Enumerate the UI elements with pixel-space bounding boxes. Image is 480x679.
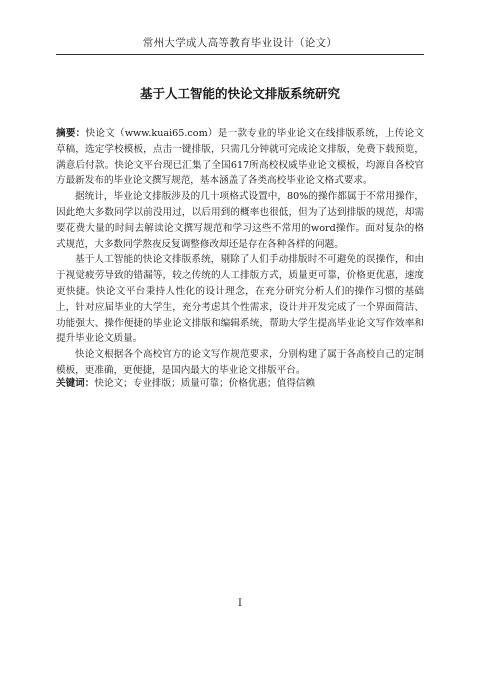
page-number: I: [238, 598, 242, 609]
abstract-paragraph: 快论文根据各个高校官方的论文写作规范要求，分别构建了属于各高校自己的定制模板，更准确，更便捷，是国内最大的毕业论文排版平台。: [56, 349, 424, 376]
running-header: 常州大学成人高等教育毕业设计（论文）: [142, 37, 338, 49]
abstract-section: [56, 126, 424, 379]
keywords-text: 快论文；专业排版；质量可靠；价格优惠；值得信赖: [94, 378, 316, 389]
keywords-label: 关键词：: [56, 378, 95, 389]
paper-title: 基于人工智能的快论文排版系统研究: [139, 86, 340, 101]
abstract-paragraph: [56, 126, 424, 189]
keywords-line: [56, 376, 424, 392]
abstract-paragraph-text: 快论文（www.kuai65.com）是一款专业的毕业论文在线排版系统，上传论文草稿，选定学校模板，点击一键排版，只需几分钟就可完成论文排版，免费下载预览，满意后付款。快论文平台现已汇集了全国617所高校权威毕业论文模板，均源自各校官方最新发布的毕业论文撰写规范，基本涵盖了各类高校毕业论文格式要求。: [56, 128, 424, 187]
abstract-paragraph: 据统计，毕业论文排版涉及的几十项格式设置中，80%的操作都属于不常用操作，因此绝大多数同学以前没用过，以后用到的概率也很低，但为了达到排版的规范，却需要花费大量的时间去解读论文撰写规范和学习这些不常用的word操作。面对复杂的格式规范，大多数同学熬夜反复调整修改却还是存在各种各样的问题。: [56, 191, 424, 250]
header-divider: [56, 54, 424, 55]
abstract-label: 摘要：: [56, 128, 86, 139]
abstract-paragraph: 基于人工智能的快论文排版系统，剔除了人们手动排版时不可避免的误操作，和由于视觉疲劳导致的错漏等，较之传统的人工排版方式，质量更可靠，价格更优惠，速度更快捷。快论文平台秉持人性化的设计理念，在充分研究分析人们的操作习惯的基础上，针对应届毕业的大学生，充分考虑其个性需求，设计并开发完成了一个界面简洁、功能强大、操作便捷的毕业论文排版和编辑系统，帮助大学生提高毕业论文写作效率和提升毕业论文质量。: [56, 254, 424, 345]
